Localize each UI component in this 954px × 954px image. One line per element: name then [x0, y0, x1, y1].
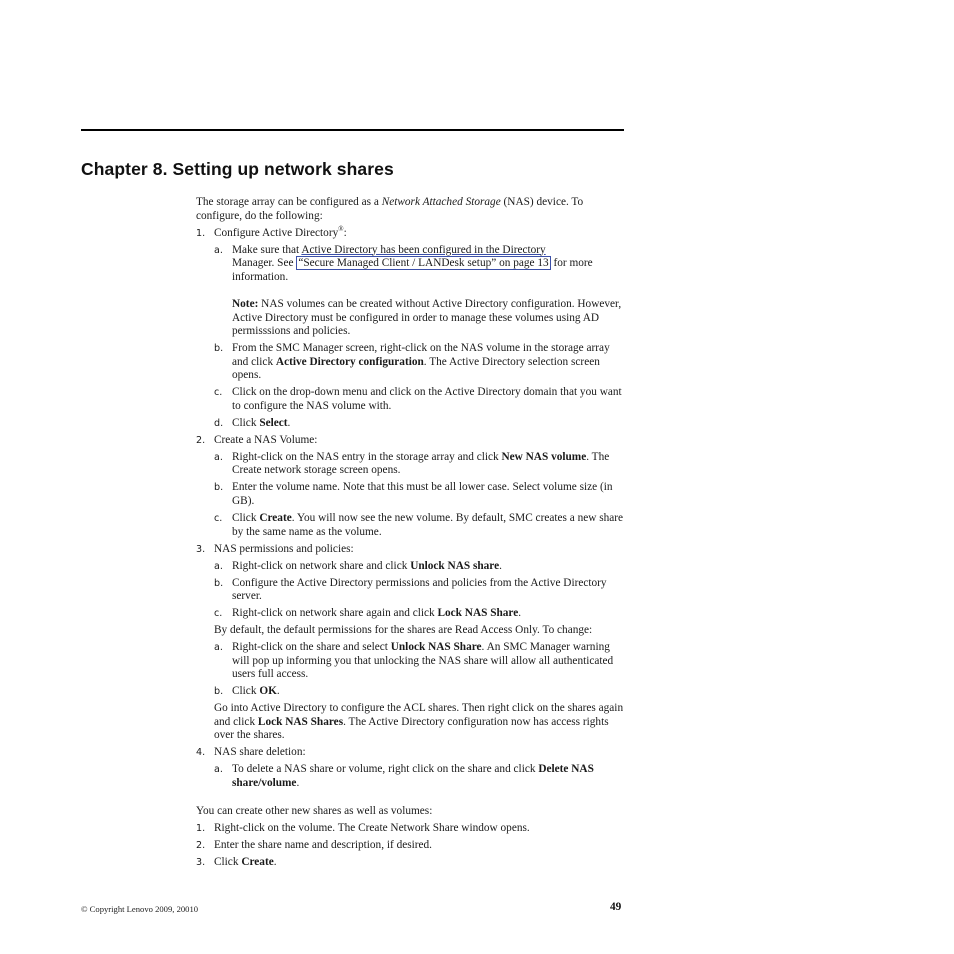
step-3a2: a. Right-click on the share and select Unlock NAS Share. An SMC Manager warning will pop up informing you that unlocking the NAS share will allow all authenticated users full access.: [214, 641, 614, 681]
step-letter: a.: [214, 560, 223, 572]
step-number: 1.: [196, 227, 206, 239]
step-3-paragraph-2: Go into Active Directory to configure the ACL shares. Then right click on the shares again and click Lock NAS Shares. The Active Directory configuration now has access rights over the shares.: [214, 702, 624, 742]
step-2c: c. Click Create. You will now see the new volume. By default, SMC creates a new share by the same name as the volume.: [214, 511, 624, 538]
intro-paragraph: The storage array can be configured as a Network Attached Storage (NAS) device. To configure, do the following:: [196, 196, 584, 222]
step-3: 3. NAS permissions and policies:: [196, 542, 354, 555]
document-body: [196, 196, 626, 869]
step-letter: a.: [214, 451, 223, 463]
intro-emphasis: Network Attached Storage: [381, 196, 501, 208]
step-4a: a. To delete a NAS share or volume, right click on the share and click Delete NAS share/volume.: [214, 763, 594, 789]
step-letter: d.: [214, 417, 224, 429]
chapter-title: Chapter 8. Setting up network shares: [81, 159, 394, 179]
step-2b: b. Enter the volume name. Note that this must be all lower case. Select volume size (in GB).: [214, 481, 613, 507]
chapter-rule: [81, 129, 624, 131]
step-3b: b. Configure the Active Directory permissions and policies from the Active Directory server.: [214, 576, 607, 603]
link-active-directory[interactable]: Active Directory has been configured in the Directory: [301, 243, 546, 256]
share-step-1: 1. Right-click on the volume. The Create Network Share window opens.: [196, 821, 530, 834]
step-letter: b.: [214, 577, 224, 589]
step-letter: c.: [214, 608, 223, 620]
step-number: 3.: [196, 856, 206, 868]
step-letter: c.: [214, 512, 223, 524]
step-number: 3.: [196, 543, 206, 555]
step-letter: a.: [214, 244, 223, 256]
page-number: 49: [610, 901, 622, 913]
step-number: 2.: [196, 839, 206, 851]
share-step-2: 2. Enter the share name and description, if desired.: [196, 838, 433, 851]
step-4: 4. NAS share deletion:: [196, 746, 306, 759]
step-3b2: b. Click OK.: [214, 685, 280, 698]
step-letter: b.: [214, 343, 224, 355]
step-letter: b.: [214, 686, 224, 698]
step-1d: d. Click Select.: [214, 416, 291, 429]
step-2: 2. Create a NAS Volume:: [196, 433, 318, 446]
step-letter: a.: [214, 642, 223, 654]
share-step-3: 3. Click Create.: [196, 855, 277, 868]
note-paragraph: Note: NAS volumes can be created without Active Directory configuration. However, Active Directory must be configured in order to manage these volumes using AD permisssions and policies.: [232, 297, 622, 338]
step-number: 4.: [196, 747, 206, 759]
footer-copyright: © Copyright Lenovo 2009, 20010: [81, 904, 199, 914]
outro-paragraph: You can create other new shares as well as volumes:: [196, 804, 433, 817]
step-1c: c. Click on the drop-down menu and click on the Active Directory domain that you want to configure the NAS volume with.: [214, 386, 622, 412]
step-number: 1.: [196, 822, 206, 834]
registered-mark: ®: [338, 224, 344, 233]
step-1: 1. Configure Active Directory®:: [196, 224, 347, 239]
step-letter: a.: [214, 764, 223, 776]
step-2a: a. Right-click on the NAS entry in the storage array and click New NAS volume. The Create network storage screen opens.: [214, 450, 610, 477]
step-number: 2.: [196, 434, 206, 446]
step-letter: c.: [214, 387, 223, 399]
step-1a: a. Make sure that Active Directory has been configured in the Directory Manager. See “Secure Managed Client / LANDesk setup” on page 13 for more information. Note: NAS volumes can be created without Active Directory configuration. However, Active Directory must be configured in order to manage these volumes using AD permisssions and policies.: [214, 244, 626, 339]
step-3a: a. Right-click on network share and click Unlock NAS share.: [214, 559, 502, 572]
step-letter: b.: [214, 482, 224, 494]
note-label: Note:: [232, 297, 259, 310]
step-3c: c. Right-click on network share again and click Lock NAS Share.: [214, 607, 522, 620]
step-3-paragraph-1: By default, the default permissions for the shares are Read Access Only. To change:: [214, 624, 593, 637]
step-1b: b. From the SMC Manager screen, right-click on the NAS volume in the storage array and click Active Directory configuration. The Active Directory selection screen opens.: [214, 342, 610, 382]
link-secure-managed-client[interactable]: “Secure Managed Client / LANDesk setup” on page 13: [298, 257, 549, 270]
